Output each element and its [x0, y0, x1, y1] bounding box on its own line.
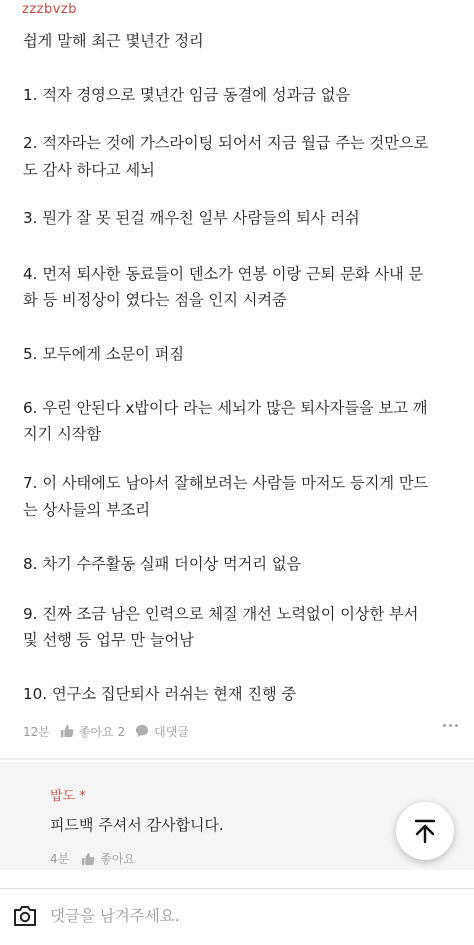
camera-icon	[12, 904, 38, 928]
like-button[interactable]	[60, 723, 125, 740]
post-line: 는 상사들의 부조리	[23, 501, 151, 519]
post-line: 지기 시작함	[23, 425, 102, 443]
reply-like-button[interactable]	[81, 850, 135, 867]
post-line: 및 선행 등 업무 만 늘어남	[23, 631, 194, 649]
post-author[interactable]: zzzbvzb	[22, 2, 77, 17]
comment-input-bar	[0, 888, 474, 945]
post-line: 쉽게 말해 최근 몇년간 정리	[23, 32, 204, 50]
post-line: 9. 진짜 조금 남은 인력으로 체질 개선 노력없이 이상한 부서	[23, 605, 419, 623]
post-line: 8. 차기 수주활동 실패 더이상 먹거리 없음	[23, 555, 302, 573]
camera-button[interactable]	[12, 904, 38, 932]
reply-like-label: 좋아요	[100, 852, 136, 866]
thumbs-up-icon	[81, 852, 95, 866]
post-line: 2. 적자라는 것에 가스라이팅 되어서 지금 월급 주는 것만으로	[23, 134, 429, 152]
post-line: 도 감사 하다고 세뇌	[23, 161, 155, 179]
reply-text: 피드백 주셔서 감사합니다.	[50, 816, 224, 834]
arrow-up-icon	[412, 818, 438, 844]
post-line: 5. 모두에게 소문이 퍼짐	[23, 345, 185, 363]
post-line: 4. 먼저 퇴사한 동료들이 덴소가 연봉 이랑 근퇴 문화 사내 문	[23, 265, 424, 283]
reply-time: 4분	[50, 852, 70, 866]
scroll-top-button[interactable]	[396, 802, 454, 860]
post-line: 10. 연구소 집단퇴사 러쉬는 현재 진행 중	[23, 685, 297, 703]
like-label: 좋아요 2	[78, 724, 126, 739]
divider	[0, 758, 474, 760]
speech-bubble-icon	[135, 724, 149, 738]
post-line: 6. 우린 안된다 x밥이다 라는 세뇌가 많은 퇴사자들을 보고 깨	[23, 399, 428, 417]
reply-meta	[50, 850, 147, 867]
reply-button[interactable]	[135, 723, 189, 740]
post-line: 1. 적자 경영으로 몇년간 임금 동결에 성과금 없음	[23, 86, 351, 104]
reply-label: 대댓글	[154, 724, 189, 739]
reply-author[interactable]: 밥도 *	[50, 789, 86, 804]
post-time: 12분	[23, 724, 50, 739]
post-line: 7. 이 사태에도 남아서 잘해보려는 사람들 마저도 등지게 만드	[23, 474, 429, 492]
thumbs-up-icon	[60, 724, 74, 738]
post-line: 3. 뭔가 잘 못 된걸 깨우친 일부 사람들의 퇴사 러쉬	[23, 209, 360, 227]
post-line: 화 등 비정상이 였다는 점을 인지 시켜줌	[23, 291, 287, 309]
comment-input[interactable]	[50, 901, 450, 931]
post-meta	[23, 720, 453, 742]
more-dots-icon[interactable]	[443, 724, 458, 727]
